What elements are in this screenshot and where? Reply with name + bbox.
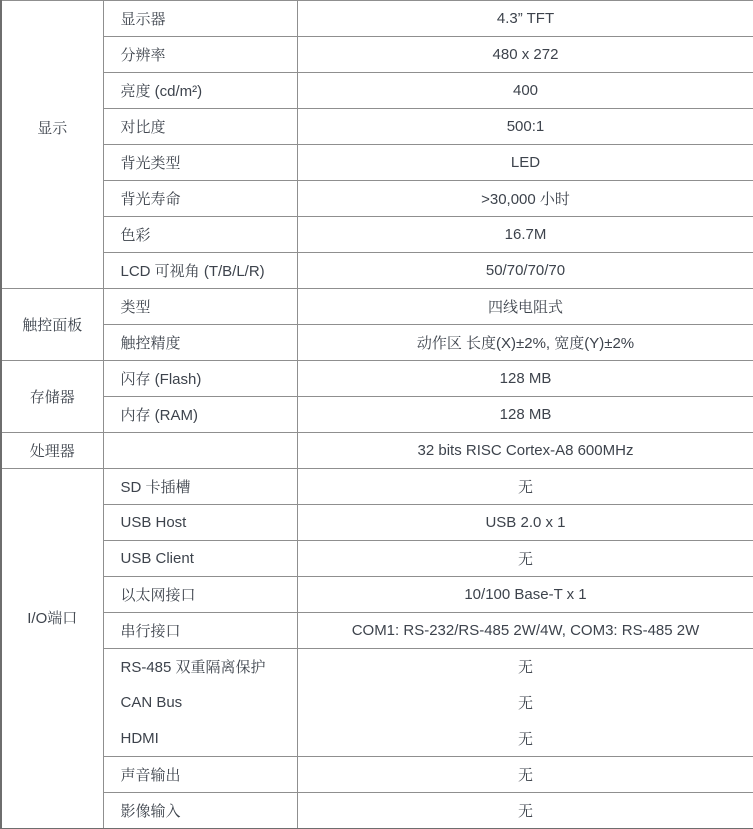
spec-value-cell: 无 — [297, 649, 753, 685]
spec-label-cell: 触控精度 — [103, 325, 297, 361]
spec-value-cell: 10/100 Base-T x 1 — [297, 577, 753, 613]
spec-label-cell: 内存 (RAM) — [103, 397, 297, 433]
category-label: 处理器 — [29, 443, 75, 460]
table-row — [1, 73, 753, 109]
category-label: 触控面板 — [22, 317, 83, 334]
category-cell — [1, 433, 103, 469]
spec-label-cell: 闪存 (Flash) — [103, 361, 297, 397]
spec-label-cell: 声音输出 — [103, 757, 297, 793]
spec-label-cell: 对比度 — [103, 109, 297, 145]
table-row — [1, 397, 753, 433]
spec-value-cell: 4.3” TFT — [297, 1, 753, 37]
table-row — [1, 757, 753, 793]
table-row — [1, 37, 753, 73]
spec-value-cell: >30,000 小时 — [297, 181, 753, 217]
spec-label-cell: LCD 可视角 (T/B/L/R) — [103, 253, 297, 289]
spec-label-cell: 显示器 — [103, 1, 297, 37]
spec-label-cell: 影像输入 — [103, 793, 297, 829]
category-cell — [1, 1, 103, 289]
spec-label-cell: 类型 — [103, 289, 297, 325]
spec-label-cell: 串行接口 — [103, 613, 297, 649]
spec-label-cell: HDMI — [103, 721, 297, 757]
spec-label-cell: SD 卡插槽 — [103, 469, 297, 505]
spec-value-cell: 四线电阻式 — [297, 289, 753, 325]
spec-value-cell: 128 MB — [297, 397, 753, 433]
spec-label-cell: 分辨率 — [103, 37, 297, 73]
spec-label-cell: CAN Bus — [103, 685, 297, 721]
spec-value-cell: 128 MB — [297, 361, 753, 397]
category-label: 存储器 — [29, 389, 75, 406]
spec-value-cell: 16.7M — [297, 217, 753, 253]
spec-table-body — [1, 1, 753, 829]
spec-label-cell: RS-485 双重隔离保护 — [103, 649, 297, 685]
spec-value-cell: 480 x 272 — [297, 37, 753, 73]
spec-label-cell: 以太网接口 — [103, 577, 297, 613]
spec-label-cell: USB Host — [103, 505, 297, 541]
table-row — [1, 469, 753, 505]
spec-value-cell: 500:1 — [297, 109, 753, 145]
spec-value-cell: 无 — [297, 793, 753, 829]
spec-label-cell: 背光类型 — [103, 145, 297, 181]
spec-value-cell: 动作区 长度(X)±2%, 宽度(Y)±2% — [297, 325, 753, 361]
category-cell — [1, 361, 103, 433]
spec-value-cell: COM1: RS-232/RS-485 2W/4W, COM3: RS-485 2W — [297, 613, 753, 649]
table-row — [1, 181, 753, 217]
table-row — [1, 577, 753, 613]
spec-value-cell: 无 — [297, 541, 753, 577]
spec-value-cell: 32 bits RISC Cortex-A8 600MHz — [297, 433, 753, 469]
category-cell — [1, 469, 103, 829]
category-cell — [1, 289, 103, 361]
table-row — [1, 109, 753, 145]
spec-label-cell: 亮度 (cd/m²) — [103, 73, 297, 109]
spec-value-cell: 无 — [297, 685, 753, 721]
table-row — [1, 289, 753, 325]
table-row — [1, 361, 753, 397]
table-row — [1, 145, 753, 181]
category-label: I/O端口 — [27, 609, 78, 627]
table-row — [1, 253, 753, 289]
table-row — [1, 541, 753, 577]
spec-value-cell: 400 — [297, 73, 753, 109]
spec-value-cell: 无 — [297, 721, 753, 757]
spec-value-cell: 50/70/70/70 — [297, 253, 753, 289]
table-row — [1, 1, 753, 37]
spec-value-cell: 无 — [297, 469, 753, 505]
spec-value-cell: 无 — [297, 757, 753, 793]
table-row — [1, 793, 753, 829]
table-row — [1, 685, 753, 721]
table-row — [1, 325, 753, 361]
spec-label-cell: 背光寿命 — [103, 181, 297, 217]
spec-label-cell — [103, 433, 297, 469]
table-row — [1, 217, 753, 253]
table-row — [1, 649, 753, 685]
table-row — [1, 433, 753, 469]
spec-label-cell: 色彩 — [103, 217, 297, 253]
spec-label-cell: USB Client — [103, 541, 297, 577]
table-row — [1, 613, 753, 649]
category-label: 显示 — [37, 120, 68, 137]
table-row — [1, 505, 753, 541]
spec-value-cell: USB 2.0 x 1 — [297, 505, 753, 541]
spec-value-cell: LED — [297, 145, 753, 181]
table-row — [1, 721, 753, 757]
